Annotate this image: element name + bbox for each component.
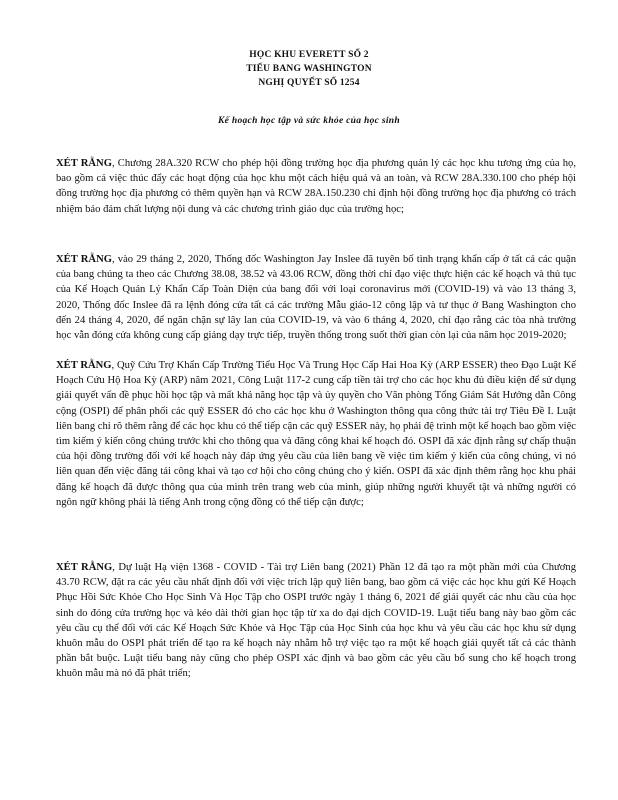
paragraph-lead: XÉT RẰNG [56, 254, 112, 265]
district-name: HỌC KHU EVERETT SỐ 2 [249, 50, 369, 60]
whereas-paragraph-2 [56, 252, 576, 343]
paragraph-lead: XÉT RẰNG [56, 360, 112, 371]
whereas-paragraph-4 [56, 560, 576, 682]
paragraph-text: , vào 29 tháng 2, 2020, Thống đốc Washington Jay Inslee đã tuyên bố tình trạng khẩn cấp ở tất cả các quận của bang chúng ta theo các Chương 38.08, 38.52 và 43.06 RCW, đồng thời chỉ đạo việc thực hiện các kế hoạch và thủ tục của Kế Hoạch Quản Lý Khẩn Cấp Toàn Diện của bang đối với loại coronavirus mới (COVID-19) và vào 13 tháng 3, 2020, Thống đốc Inslee đã ra lệnh đóng cửa tất cả các trường Mẫu giáo-12 công lập và tư thục ở Bang Washington cho đến 24 tháng 4, 2020, để ngăn chặn sự lây lan của COVID-19, và vào 6 tháng 4, 2020, chỉ đạo rằng các tòa nhà trường học vẫn đóng cửa không cung cấp giảng dạy trực tiếp, truyền thống trong suốt thời gian còn lại của năm học 2019-2020; [56, 254, 576, 342]
paragraph-text: , Chương 28A.320 RCW cho phép hội đồng trường học địa phương quản lý các học khu tương ứng của họ, bao gồm cả việc thúc đẩy các hoạt động của học khu một cách hiệu quả và an toàn, và RCW 28A.330.100 cho phép hội đồng trường học địa phương có thêm quyền hạn và RCW 28A.150.230 chỉ định hội đồng trường học địa phương có trách nhiệm bảo đảm chất lượng nội dung và các chương trình giáo dục của trường học; [56, 158, 576, 215]
paragraph-text: , Quỹ Cứu Trợ Khẩn Cấp Trường Tiểu Học Và Trung Học Cấp Hai Hoa Kỳ (ARP ESSER) theo Đạo Luật Kế Hoạch Cứu Hộ Hoa Kỳ (ARP) năm 2021, Công Luật 117-2 cung cấp tiền tài trợ cho các học khu đủ điều kiện để sử dụng giải quyết vấn đề phục hồi học tập và mất khả năng học tập và ủy quyền cho Văn phòng Tổng Giám Sát Hướng dẫn Công cộng (OSPI) để phân phối các quỹ ESSER đó cho các học khu ở Washington thông qua công thức tài trợ Tiêu Đề I. Luật liên bang chỉ rõ thêm rằng để các học khu có thể tiếp cận các quỹ ESSER này, họ phải đệ trình một kế hoạch bao gồm việc tìm kiếm ý kiến công chúng trước khi cho thông qua và đăng công khai kế hoạch đó. OSPI đã xác định rằng sự chấp thuận của hội đồng trường đối với kế hoạch này đáp ứng yêu cầu của liên bang về việc tìm kiếm ý kiến của công chúng, vì nó liên quan đến việc đăng tải công khai và tạo cơ hội cho công chúng cho ý kiến. OSPI đã xác định thêm rằng học khu phải đăng kế hoạch đã được thông qua của mình trên trang web của mình, giúp những người khuyết tật và những người có ngôn ngữ không phải là tiếng Anh trong cộng đồng có thể tiếp cận được; [56, 360, 577, 508]
paragraph-lead: XÉT RẰNG [56, 562, 113, 573]
document-header [0, 48, 618, 90]
state-name: TIỂU BANG WASHINGTON [246, 64, 372, 74]
paragraph-text: , Dự luật Hạ viện 1368 - COVID - Tài trợ Liên bang (2021) Phần 12 đã tạo ra một phần mới của Chương 43.70 RCW, đặt ra các yêu cầu nhất định đối với việc trích lập quỹ liên bang, bao gồm cả việc các học khu gửi Kế Hoạch Phục Hồi Sức Khỏe Cho Học Sinh Và Học Tập cho OSPI trước ngày 1 tháng 6, 2021 để giải quyết các nhu cầu của học sinh do đóng cửa trường học và kéo dài thời gian học tập từ xa do đại dịch COVID-19. Luật tiểu bang này bao gồm các yêu cầu cụ thể đối với các Kế Hoạch Sức Khỏe và Học Tập của Học Sinh của học khu và yêu cầu các học khu sử dụng khuôn mẫu do OSPI phát triển để tạo ra kế hoạch này nhằm hỗ trợ việc tạo ra một kế hoạch giải quyết tất cả các thành phần bắt buộc. Luật tiểu bang này cũng cho phép OSPI xác định và bao gồm các yêu cầu bổ sung cho kế hoạch trong khuôn mẫu mà nó đã phát triển; [56, 562, 576, 680]
resolution-number: NGHỊ QUYẾT SỐ 1254 [258, 78, 360, 88]
paragraph-lead: XÉT RẰNG [56, 158, 112, 169]
whereas-paragraph-3 [56, 358, 576, 510]
document-subtitle: Kế hoạch học tập và sức khỏe của học sinh [218, 116, 400, 126]
whereas-paragraph-1 [56, 156, 576, 217]
